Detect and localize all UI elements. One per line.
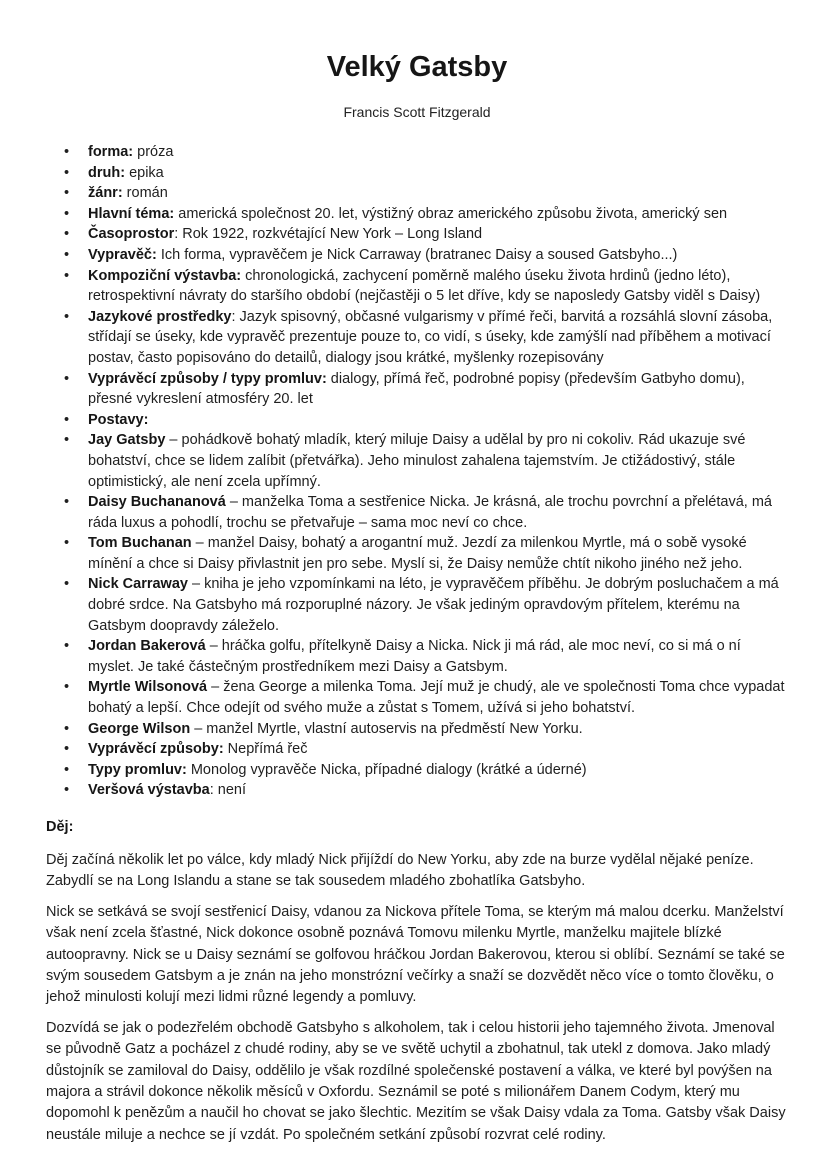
list-item-label: Tom Buchanan: [88, 535, 192, 552]
list-item-text: – manželka Toma a sestřenice Nicka. Je krásná, ale trochu povrchní a přelétavá, má ráda luxus a pohodlí, trochu se přetvařuje – sama moc neví co chce.: [88, 494, 772, 531]
list-item-text: americká společnost 20. let, výstižný obraz amerického způsobu života, americký sen: [174, 205, 728, 222]
list-item-vypraveci-zpusoby-typy: [46, 369, 788, 410]
list-item-text: – pohádkově bohatý mladík, který miluje Daisy a udělal by pro ni cokoliv. Rád ukazuje své bohatství, chce se lidem zalíbit (přetvářka). Jeho minulost zahalena tajemstvím. Je ctižádostivý, stále optimistický, ale není zcela upřímný.: [88, 432, 746, 490]
list-item-label: Veršová výstavba: [88, 782, 210, 799]
list-item-typy-promluv: [46, 760, 788, 781]
document-author: Francis Scott Fitzgerald: [343, 104, 491, 120]
list-item-jazykove-prostredky: [46, 307, 788, 369]
list-item-text: próza: [133, 144, 174, 160]
list-item-hlavni-tema: [46, 204, 788, 225]
list-item-label: žánr:: [88, 185, 123, 202]
list-item-druh: [46, 163, 788, 184]
list-item-label: Myrtle Wilsonová: [88, 679, 208, 696]
plot-heading: Děj:: [46, 819, 74, 835]
list-item-text: chronologická, zachycení poměrně malého úseku života hrdinů (jedno léto), retrospektivní návraty do staršího období (nejčastěji o 5 let dříve, kdy se naposledy Gatsby viděl s Daisy): [88, 267, 761, 305]
list-item-tom-buchanan: [46, 533, 788, 574]
list-item-text: Ich forma, vypravěčem je Nick Carraway (bratranec Daisy a soused Gatsbyho...): [156, 246, 678, 263]
list-item-label: Nick Carraway: [88, 576, 188, 593]
list-item-jordan-bakerova: [46, 636, 788, 677]
list-item-label: Kompoziční výstavba:: [88, 267, 242, 284]
list-item-text: : Rok 1922, rozkvétající New York – Long Island: [174, 226, 483, 243]
list-item-label: Jordan Bakerová: [88, 638, 206, 655]
list-item-forma: [46, 142, 788, 163]
properties-list: [46, 142, 788, 801]
list-item-daisy-buchananova: [46, 492, 788, 533]
list-item-kompozicni-vystavba: [46, 266, 788, 307]
list-item-label: Hlavní téma:: [88, 205, 175, 222]
list-item-label: Časoprostor: [88, 226, 175, 243]
list-item-jay-gatsby: [46, 430, 788, 492]
list-item-label: Vyprávěcí způsoby:: [88, 741, 224, 758]
list-item-label: Typy promluv:: [88, 761, 187, 778]
list-item-label: George Wilson: [88, 720, 191, 737]
list-item-text: epika: [125, 164, 164, 181]
list-item-label: forma:: [88, 144, 134, 160]
list-item-label: Vyprávěcí způsoby / typy promluv:: [88, 370, 327, 387]
list-item-label: Postavy:: [88, 411, 149, 428]
list-item-nick-carraway: [46, 574, 788, 636]
list-item-text: – žena George a milenka Toma. Její muž je chudý, ale ve společnosti Toma chce vypadat bohatý a lepší. Chce odejít od svého muže a zůstat s Tomem, užívá si jeho bohatství.: [88, 679, 785, 717]
list-item-text: – manžel Daisy, bohatý a arogantní muž. Jezdí za milenkou Myrtle, má o sobě vysoké mínění a chce si Daisy přivlastnit jen pro sebe. Myslí si, že Daisy nemůže chtít nikoho jiného než jeho.: [88, 535, 747, 572]
list-item-text: Monolog vypravěče Nicka, případné dialogy (krátké a úderné): [186, 761, 587, 778]
plot-paragraph-1: Děj začíná několik let po válce, kdy mladý Nick přijíždí do New Yorku, aby zde na burze vydělal nějaké peníze. Zabydlí se na Long Islandu a stane se tak sousedem mladého zbohatlíka Gatsbyho.: [46, 852, 754, 890]
list-item-postavy: [46, 410, 788, 431]
list-item-text: román: [122, 185, 168, 202]
list-item-vypravec: [46, 245, 788, 266]
list-item-vypraveci-zpusoby: [46, 739, 788, 760]
document-title: Velký Gatsby: [326, 51, 508, 83]
list-item-label: druh:: [88, 164, 126, 181]
list-item-zanr: [46, 183, 788, 204]
list-item-casoprostor: [46, 224, 788, 245]
list-item-george-wilson: [46, 719, 788, 740]
list-item-label: Daisy Buchananová: [88, 494, 226, 511]
plot-paragraph-2: Nick se setkává se svojí sestřenicí Daisy, vdanou za Nickova přítele Toma, se kterým má malou dcerku. Manželství však není zcela šťastné, Nick dokonce osobně poznává Tomovu milenku Myrtle, manželku majitele blízké autoopravny. Nick se u Daisy seznámí se golfovou hráčkou Jordan Bakerovou, kterou si oblíbí. Seznámí se také se svým sousedem Gatsbym a je znán na jeho monstrózní večírky a snaží se dozvědět něco více o tomto člověku, o jehož minulosti kolují mezi lidmi různé legendy a pomluvy.: [46, 903, 785, 1006]
plot-paragraph-3: Dozvídá se jak o podezřelém obchodě Gatsbyho s alkoholem, tak i celou historii jeho tajemného života. Jmenoval se původně Gatz a pocházel z chudé rodiny, aby se ve světě uchytil a zbohatnul, tak utekl z domova. Jako mladý důstojník se zamiloval do Daisy, oddělilo je však rozdílné společenské postavení a válka, ve které byl povýšen na majora a strávil dokonce několik měsíců v Oxfordu. Seznámil se poté s milionářem Danem Codym, který mu dopomohl k penězům a naučil ho chovat se jako šlechtic. Mezitím se však Daisy vdala za Toma. Gatsby však Daisy neustále miluje a nechce se jí vzdát. Po společném setkání způsobí rozvrat celé rodiny.: [46, 1019, 786, 1143]
list-item-label: Vypravěč:: [88, 246, 157, 263]
list-item-versova-vystavba: [46, 780, 788, 801]
list-item-text: – hráčka golfu, přítelkyně Daisy a Nicka. Nick ji má rád, ale moc neví, co si má o ní myslet. Je také částečným prostředníkem mezi Daisy a Gatsbym.: [88, 638, 741, 675]
list-item-text: – kniha je jeho vzpomínkami na léto, je vypravěčem příběhu. Je dobrým posluchačem a má dobré srdce. Na Gatsbyho má rozporuplné názory. Je však jediným opravdovým přítelem, kterému na Gatsbym doopravdy záleželo.: [88, 576, 779, 634]
list-item-label: Jay Gatsby: [88, 432, 166, 449]
list-item-myrtle-wilsonova: [46, 677, 788, 718]
list-item-text: : Jazyk spisovný, občasné vulgarismy v přímé řeči, barvitá a rozsáhlá slovní zásoba, střídají se úseky, kde vypravěč prezentuje pouze to, co vidí, s úseky, kde zamýšlí nad příběhem a motivací postav, často popisováno do detailů, dialogy jsou krátké, myšlenky rozepisovány: [88, 308, 773, 366]
list-item-label: Jazykové prostředky: [88, 308, 232, 325]
list-item-text: dialogy, přímá řeč, podrobné popisy (především Gatbyho domu), přesné vykreslení atmosféry 20. let: [88, 370, 745, 408]
list-item-text: Nepřímá řeč: [223, 741, 308, 758]
list-item-text: – manžel Myrtle, vlastní autoservis na předměstí New Yorku.: [190, 720, 583, 737]
list-item-text: : není: [209, 782, 247, 799]
